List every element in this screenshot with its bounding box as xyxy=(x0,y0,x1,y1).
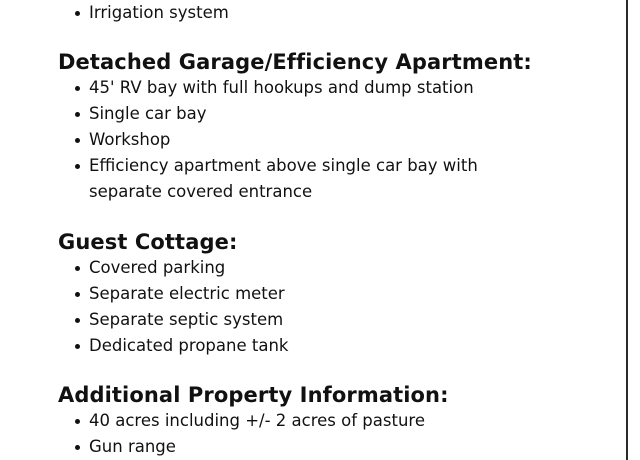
section-heading: Additional Property Information: xyxy=(58,383,449,407)
list-item-text: Efficiency apartment above single car bay with xyxy=(89,156,478,175)
list-item-text: Separate electric meter xyxy=(89,284,285,303)
bullet-icon xyxy=(75,86,80,91)
list-item xyxy=(58,307,288,333)
list-item xyxy=(58,281,288,307)
list-item xyxy=(58,255,288,281)
list-item-text: 45' RV bay with full hookups and dump station xyxy=(89,78,474,97)
section-additional-info xyxy=(58,382,449,460)
list-item-text: Single car bay xyxy=(89,104,207,123)
section-guest-cottage xyxy=(58,229,288,359)
section-garage xyxy=(58,49,532,205)
list-item-text: Dedicated propane tank xyxy=(89,336,289,355)
top-list xyxy=(58,0,229,26)
bullet-icon xyxy=(75,445,80,450)
bullet-icon xyxy=(75,11,80,16)
bullet-icon xyxy=(75,419,80,424)
page-edge-border xyxy=(626,0,640,460)
bullet-icon xyxy=(75,344,80,349)
list-item-text-continued: separate covered entrance xyxy=(89,182,313,201)
bullet-icon xyxy=(75,266,80,271)
bullet-icon xyxy=(75,164,80,169)
list-item xyxy=(58,153,532,205)
bullet-icon xyxy=(75,112,80,117)
bullet-icon xyxy=(75,318,80,323)
list-item-text: 40 acres including +/- 2 acres of pasture xyxy=(89,411,425,430)
list-item xyxy=(58,101,532,127)
list-item xyxy=(58,333,288,359)
list-item xyxy=(58,75,532,101)
list-item xyxy=(58,127,532,153)
list-item-text: Workshop xyxy=(89,130,171,149)
section-heading: Detached Garage/Efficiency Apartment: xyxy=(58,50,532,74)
list-item xyxy=(58,0,229,26)
bullet-icon xyxy=(75,138,80,143)
list-item-text: Irrigation system xyxy=(89,3,229,22)
bullet-icon xyxy=(75,292,80,297)
section-heading: Guest Cottage: xyxy=(58,230,238,254)
list-item-text: Covered parking xyxy=(89,258,226,277)
list-item xyxy=(58,434,449,460)
list-item-text: Gun range xyxy=(89,437,176,456)
list-item-text: Separate septic system xyxy=(89,310,284,329)
list-item xyxy=(58,408,449,434)
